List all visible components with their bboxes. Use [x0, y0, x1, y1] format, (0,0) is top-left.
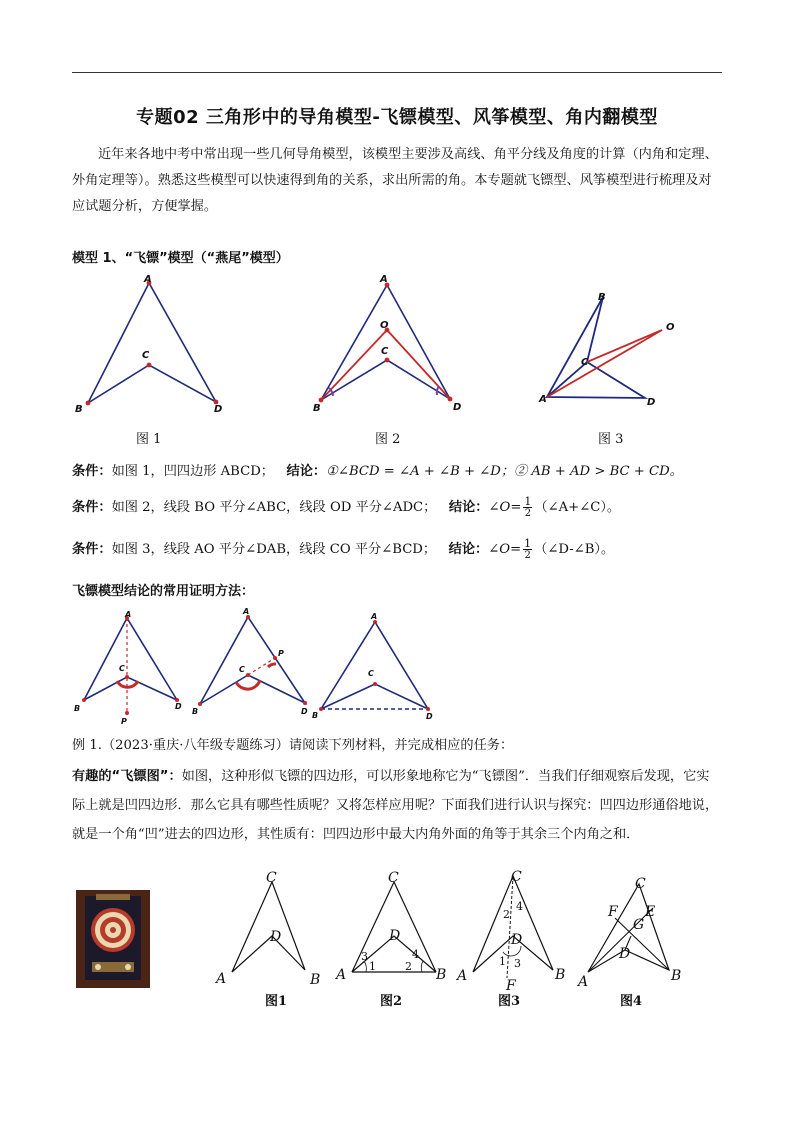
point-label: A — [243, 607, 250, 616]
condition-line-2: 条件：如图 2，线段 BO 平分∠ABC，线段 OD 平分∠ADC； 结论：∠O= $\frac{1}{2}$ （∠A+∠C）。 — [72, 495, 621, 519]
point-label: O — [380, 320, 389, 331]
figure-3-dart-bisectors — [535, 285, 695, 415]
intro-paragraph: 近年来各地中考中常出现一些几何导角模型，该模型主要涉及高线、角平分线及角度的计算（内角和定理、外角定理等）。熟悉这些模型可以快速得到角的关系，求出所需的角。本专题就飞镖型、风筝模型进行梳理及对应试题分析，方便掌握。 — [72, 147, 718, 214]
point-label: B — [555, 967, 566, 983]
point-label: A — [144, 274, 152, 285]
point-label: A — [371, 612, 378, 621]
point-label: A — [336, 967, 347, 983]
caption-ex-fig4: 图4 — [620, 994, 643, 1009]
point-label: C — [388, 870, 399, 886]
point-label: P — [121, 717, 127, 726]
model1-heading: 模型 1、“飞镖”模型（“燕尾”模型） — [72, 251, 289, 266]
example-figure-2 — [332, 866, 452, 991]
angle-label: 1 — [499, 955, 506, 968]
point-label: D — [301, 707, 308, 716]
point-label: D — [389, 928, 401, 944]
point-label: D — [270, 929, 282, 945]
point-label: A — [457, 968, 468, 984]
angle-label: 1 — [369, 960, 376, 973]
caption-fig3: 图 3 — [598, 432, 624, 447]
angle-label: 3 — [361, 950, 368, 963]
point-label: G — [633, 917, 645, 933]
figure-2-dart-bisectors — [305, 270, 475, 420]
point-label: B — [192, 707, 199, 716]
caption-ex-fig1: 图1 — [265, 994, 288, 1009]
point-label: B — [436, 967, 447, 983]
point-label: A — [216, 971, 227, 987]
point-label: B — [312, 711, 319, 720]
figure-1-dart — [72, 270, 232, 420]
point-label: C — [381, 346, 389, 357]
point-label: C — [239, 665, 245, 674]
point-label: C — [142, 350, 150, 361]
point-label: A — [539, 394, 547, 405]
page-title: 专题02 三角形中的导角模型-飞镖模型、风筝模型、角内翻模型 — [136, 107, 658, 128]
point-label: F — [608, 904, 618, 920]
point-label: C — [266, 870, 277, 886]
angle-label: 2 — [503, 908, 510, 921]
caption-ex-fig2: 图2 — [380, 994, 403, 1009]
caption-ex-fig3: 图3 — [498, 994, 521, 1009]
point-label: B — [671, 968, 682, 984]
example-1: 例 1.（2023·重庆·八年级专题练习）请阅读下列材料，并完成相应的任务： — [72, 738, 514, 753]
proof-heading: 飞镖模型结论的常用证明方法： — [72, 584, 255, 599]
point-label: B — [75, 404, 83, 415]
caption-fig1: 图 1 — [136, 432, 162, 447]
example-figure-3 — [455, 866, 570, 994]
point-label: D — [426, 712, 433, 721]
point-label: P — [278, 649, 284, 658]
header-rule — [72, 72, 722, 73]
proof-figure-1 — [72, 605, 192, 730]
angle-label: 2 — [405, 960, 412, 973]
condition-line-3: 条件：如图 3，线段 AO 平分∠DAB，线段 CO 平分∠BCD； 结论：∠O= $\frac{1}{2}$ （∠D-∠B）。 — [72, 537, 615, 561]
dartboard-image — [76, 890, 150, 988]
point-label: D — [647, 397, 656, 408]
point-label: D — [511, 932, 523, 948]
caption-fig2: 图 2 — [375, 432, 401, 447]
point-label: A — [578, 974, 589, 990]
example-figure-1 — [210, 866, 320, 991]
point-label: D — [619, 946, 631, 962]
angle-label: 4 — [516, 900, 523, 913]
point-label: B — [74, 704, 81, 713]
point-label: D — [453, 402, 462, 413]
angle-label: 3 — [514, 957, 521, 970]
point-label: D — [175, 702, 182, 711]
point-label: C — [635, 876, 646, 892]
point-label: C — [368, 669, 374, 678]
interesting-paragraph: 有趣的“飞镖图”：如图，这种形似飞镖的四边形，可以形象地称它为“飞镖图”．当我们仔细观察后发现，它实际上就是凹四边形．那么它具有哪些性质呢？又将怎样应用呢？下面我们进行认识与探究：凹四边形通俗地说，就是一个角“凹”进去的四边形，其性质有：凹四边形中最大内角外面的角等于其余三个内角之和． — [72, 769, 719, 842]
point-label: B — [598, 292, 606, 303]
point-label: E — [645, 904, 656, 920]
point-label: C — [511, 869, 522, 885]
proof-figure-3 — [312, 608, 442, 723]
point-label: D — [214, 404, 223, 415]
point-label: B — [310, 972, 321, 988]
point-label: O — [666, 322, 675, 333]
angle-label: 4 — [412, 948, 419, 961]
point-label: B — [313, 403, 321, 414]
point-label: C — [119, 664, 125, 673]
point-label: A — [125, 610, 132, 619]
point-label: C — [581, 357, 589, 368]
point-label: A — [380, 274, 388, 285]
example-figure-4 — [575, 866, 695, 991]
proof-figure-2 — [190, 600, 320, 725]
condition-line-1: 条件：如图 1，凹四边形 ABCD； 结论：①∠BCD = ∠A + ∠B + ∠D；② AB + AD > BC + CD。 — [72, 464, 683, 479]
point-label: F — [506, 978, 516, 994]
